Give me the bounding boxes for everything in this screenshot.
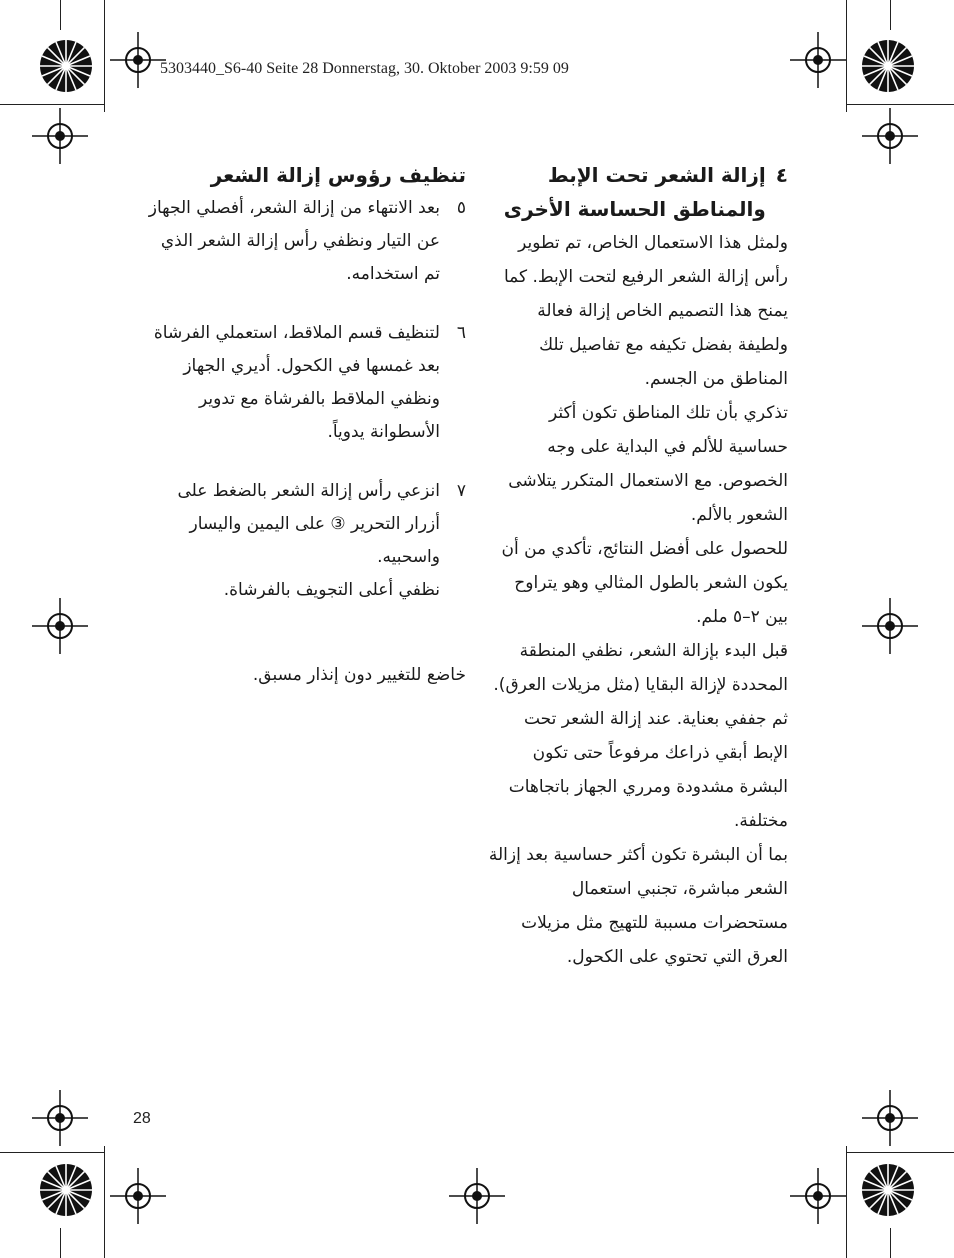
crosshair-registration-mark	[32, 598, 88, 654]
crosshair-registration-mark	[32, 108, 88, 164]
step-item	[140, 192, 466, 291]
print-slug-header: 5303440_S6-40 Seite 28 Donnerstag, 30. Oktober 2003 9:59 09	[160, 60, 569, 77]
page-number: 28	[133, 1110, 151, 1127]
step-number: ٧	[456, 481, 466, 501]
crosshair-registration-mark	[862, 598, 918, 654]
step-followup-text: نظفي أعلى التجويف بالفرشاة.	[223, 580, 440, 600]
starburst-registration-mark	[860, 38, 916, 94]
paragraph: ولمثل هذا الاستعمال الخاص، تم تطوير رأس إزالة الشعر الرفيع لتحت الإبط. كما يمنح هذا التصميم الخاص إزالة فعالة ولطيفة بفضل تكيفه مع تفاصيل تلك المناطق من الجسم.	[503, 233, 788, 389]
crosshair-registration-mark	[790, 1168, 846, 1224]
trim-line	[0, 104, 104, 105]
step-text: انزعي رأس إزالة الشعر بالضغط على أزرار التحرير ③ على اليمين واليسار واسحبيه.	[177, 481, 440, 567]
starburst-registration-mark	[38, 38, 94, 94]
trim-line	[890, 0, 891, 30]
crosshair-registration-mark	[449, 1168, 505, 1224]
trim-line	[104, 1146, 105, 1258]
paragraph: تذكري بأن تلك المناطق تكون أكثر حساسية للألم في البداية على وجه الخصوص. مع الاستعمال المتكرر يتلاشى الشعور بالألم.	[508, 403, 788, 525]
starburst-registration-mark	[38, 1162, 94, 1218]
paragraph: قبل البدء بإزالة الشعر، نظفي المنطقة المحددة لإزالة البقايا (مثل مزيلات العرق). ثم جففي بعناية. عند إزالة الشعر تحت الإبط أبقي ذراعك مرفوعاً حتى تكون البشرة مشدودة ومرري الجهاز باتجاهات مختلفة.	[493, 641, 788, 831]
trim-line	[0, 1152, 104, 1153]
step-number: ٥	[456, 198, 466, 218]
trim-line	[846, 1152, 954, 1153]
crosshair-registration-mark	[32, 1090, 88, 1146]
trim-line	[846, 104, 954, 105]
trim-line	[104, 0, 105, 112]
change-notice: خاضع للتغيير دون إنذار مسبق.	[252, 665, 466, 685]
step-number: ٦	[456, 323, 466, 343]
section-heading	[488, 158, 788, 226]
section-title: تنظيف رؤوس إزالة الشعر	[210, 163, 466, 187]
section-cleaning	[140, 158, 466, 692]
trim-line	[60, 1228, 61, 1258]
section-underarm-hair-removal	[488, 158, 788, 974]
trim-line	[890, 1228, 891, 1258]
trim-line	[846, 1146, 847, 1258]
paragraph: بما أن البشرة تكون أكثر حساسية بعد إزالة الشعر مباشرة، تجنبي استعمال مستحضرات مسببة للتهيج مثل مزيلات العرق التي تحتوي على الكحول.	[488, 845, 788, 967]
step-item	[140, 317, 466, 449]
crosshair-registration-mark	[110, 1168, 166, 1224]
crosshair-registration-mark	[862, 1090, 918, 1146]
crosshair-registration-mark	[110, 32, 166, 88]
trim-line	[60, 0, 61, 30]
step-item	[140, 475, 466, 574]
starburst-registration-mark	[860, 1162, 916, 1218]
crosshair-registration-mark	[862, 108, 918, 164]
step-text: بعد الانتهاء من إزالة الشعر، أفصلي الجهاز عن التيار ونظفي رأس إزالة الشعر الذي تم استخدامه.	[148, 198, 440, 284]
crosshair-registration-mark	[790, 32, 846, 88]
section-title: إزالة الشعر تحت الإبط والمناطق الحساسة الأخرى	[503, 163, 766, 221]
trim-line	[846, 0, 847, 112]
step-text: لتنظيف قسم الملاقط، استعملي الفرشاة بعد غمسها في الكحول. أديري الجهاز ونظفي الملاقط بالفرشاة مع تدوير الأسطوانة يدوياً.	[153, 323, 440, 442]
section-number: ٤	[775, 163, 788, 187]
paragraph: للحصول على أفضل النتائج، تأكدي من أن يكون الشعر بالطول المثالي وهو يتراوح بين ٢–٥ ملم.	[501, 539, 788, 627]
